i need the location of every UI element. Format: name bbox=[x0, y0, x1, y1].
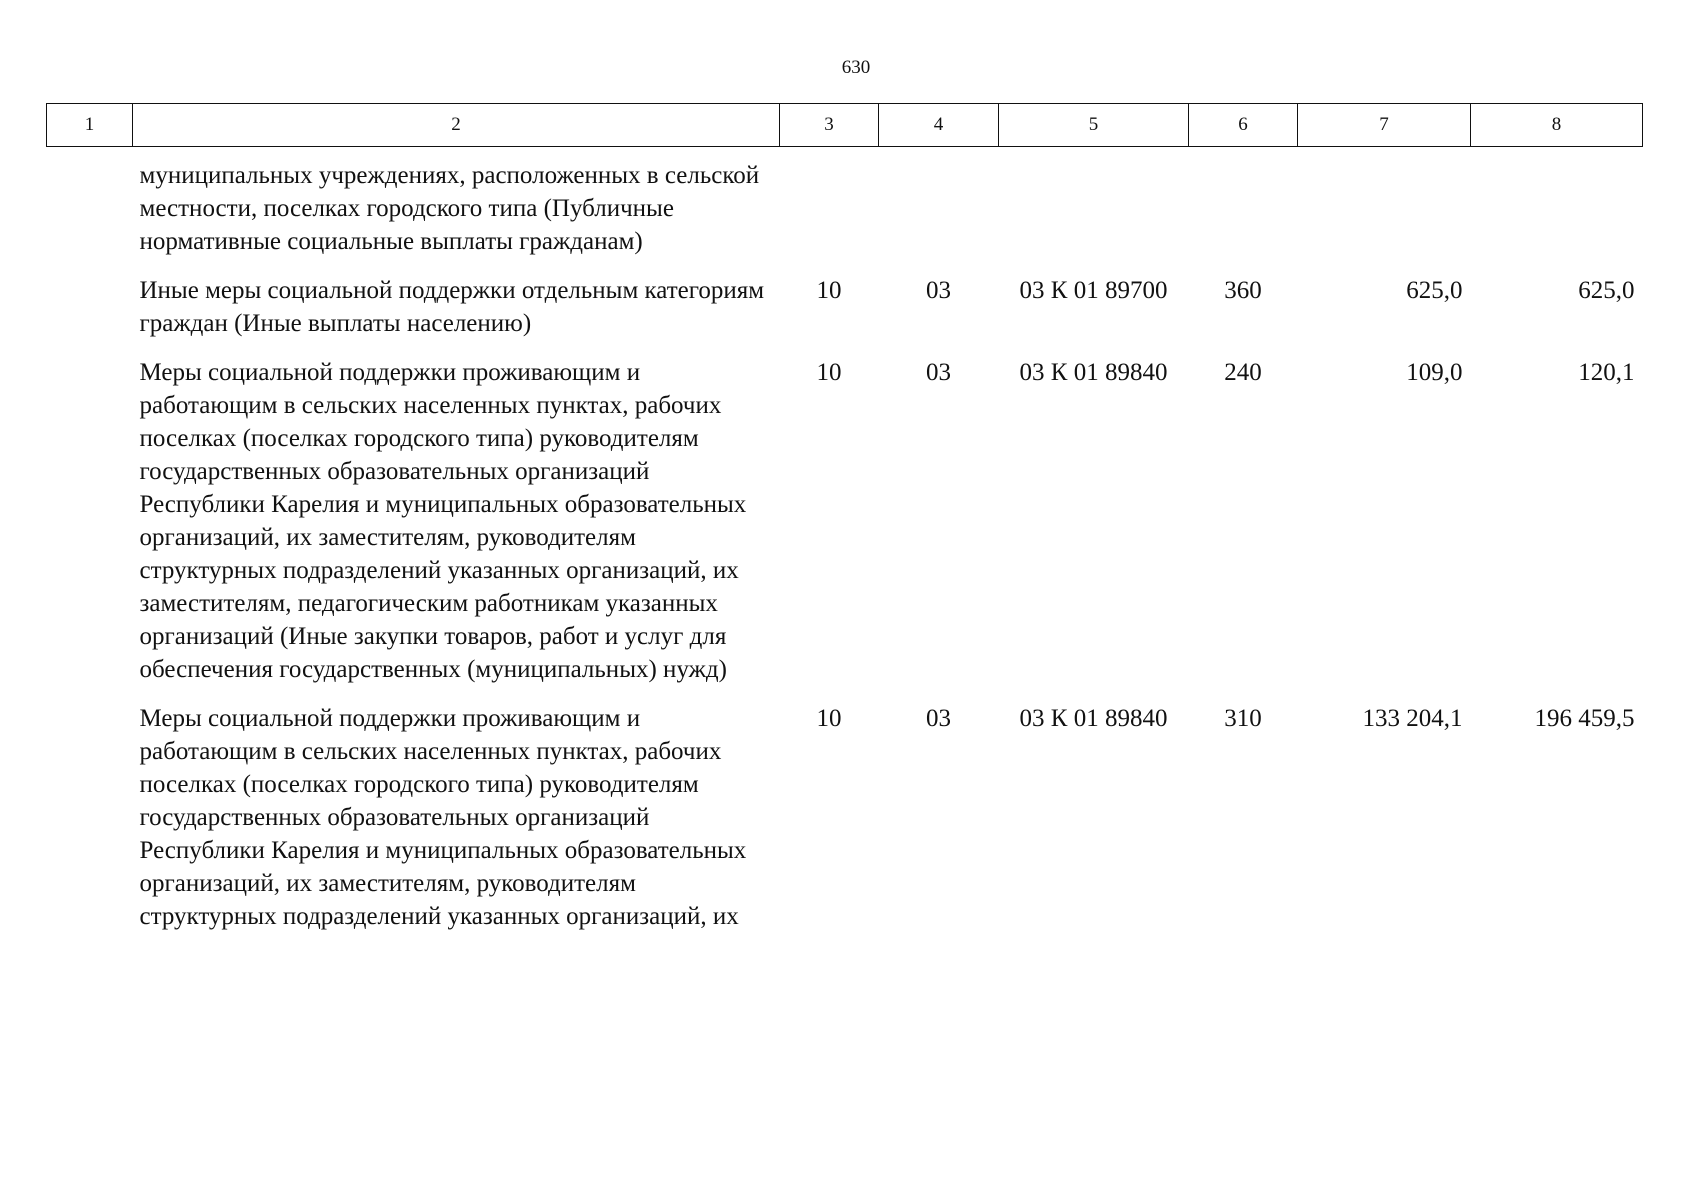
table-row bbox=[47, 147, 1643, 259]
cell-col1 bbox=[47, 147, 133, 259]
cell-amount-col8: 120,1 bbox=[1578, 359, 1635, 386]
column-header-5: 5 bbox=[999, 104, 1189, 147]
cell-amount-col8: 625,0 bbox=[1578, 277, 1635, 304]
cell-amount-col8 bbox=[1471, 147, 1643, 259]
cell-expense-type: 310 bbox=[1224, 705, 1262, 732]
cell-section: 10 bbox=[816, 359, 842, 386]
column-header-6: 6 bbox=[1189, 104, 1298, 147]
cell-subsection: 03 bbox=[926, 705, 951, 732]
table-header bbox=[47, 104, 1643, 147]
cell-expense-type: 240 bbox=[1224, 359, 1262, 386]
column-header-7: 7 bbox=[1298, 104, 1471, 147]
row-description: муниципальных учреждениях, расположенных в сельской местности, поселках городского типа (Публичные нормативные социальные выплаты гражданам) bbox=[139, 162, 760, 255]
cell-amount-col7: 109,0 bbox=[1406, 359, 1463, 386]
cell-target-code bbox=[999, 147, 1189, 259]
table-row bbox=[47, 686, 1643, 933]
cell-amount-col7 bbox=[1298, 147, 1471, 259]
column-header-1: 1 bbox=[47, 104, 133, 147]
column-header-2: 2 bbox=[133, 104, 780, 147]
cell-subsection: 03 bbox=[926, 277, 951, 304]
cell-col1 bbox=[47, 340, 133, 686]
cell-subsection bbox=[879, 147, 999, 259]
table-body bbox=[47, 147, 1643, 934]
cell-expense-type: 360 bbox=[1224, 277, 1262, 304]
cell-section: 10 bbox=[816, 277, 842, 304]
page-number: 630 bbox=[841, 57, 871, 78]
cell-subsection: 03 bbox=[926, 359, 951, 386]
row-description: Меры социальной поддержки проживающим и работающим в сельских населенных пунктах, рабочих поселках (поселках городского типа) руководителям государственных образовательных организаций Республики Карелия и муниципальных образовательных организаций, их заместителям, руководителям структурных подразделений указанных организаций, их bbox=[139, 705, 747, 930]
table-row bbox=[47, 258, 1643, 340]
cell-section bbox=[780, 147, 879, 259]
cell-expense-type bbox=[1189, 147, 1298, 259]
cell-col1 bbox=[47, 258, 133, 340]
budget-table bbox=[46, 103, 1643, 933]
row-description: Меры социальной поддержки проживающим и работающим в сельских населенных пунктах, рабочих поселках (поселках городского типа) руководителям государственных образовательных организаций Республики Карелия и муниципальных образовательных организаций, их заместителям, руководителям структурных подразделений указанных организаций, их заместителям, педагогическим работникам указанных организаций (Иные закупки товаров, работ и услуг для обеспечения государственных (муниципальных) нужд) bbox=[139, 359, 747, 683]
cell-target-code: 03 К 01 89840 bbox=[1019, 359, 1168, 386]
cell-target-code: 03 К 01 89840 bbox=[1019, 705, 1168, 732]
row-description: Иные меры социальной поддержки отдельным категориям граждан (Иные выплаты населению) bbox=[139, 277, 765, 337]
cell-section: 10 bbox=[816, 705, 842, 732]
column-header-4: 4 bbox=[879, 104, 999, 147]
cell-amount-col8: 196 459,5 bbox=[1534, 705, 1635, 732]
column-header-3: 3 bbox=[780, 104, 879, 147]
cell-col1 bbox=[47, 686, 133, 933]
cell-amount-col7: 133 204,1 bbox=[1362, 705, 1463, 732]
column-header-8: 8 bbox=[1471, 104, 1643, 147]
table-row bbox=[47, 340, 1643, 686]
cell-amount-col7: 625,0 bbox=[1406, 277, 1463, 304]
cell-target-code: 03 К 01 89700 bbox=[1019, 277, 1168, 304]
column-number-row bbox=[47, 104, 1643, 147]
